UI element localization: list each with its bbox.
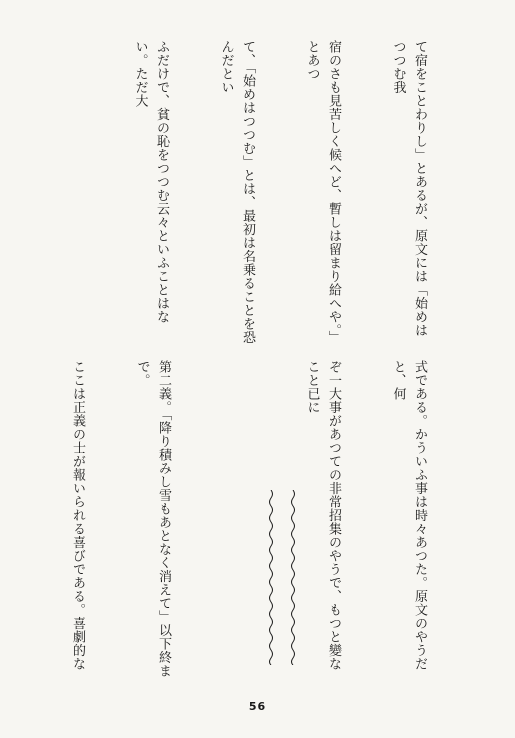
page-number: 56 <box>248 700 267 713</box>
text-column: て、「始めはつつむ」とは、最初は名乗ることを恐んだとい <box>218 40 255 344</box>
top-text-block <box>128 40 473 345</box>
text-column: 宿のさも見苦しく候へど、暫しは留まり給へや。」とあつ <box>304 40 341 344</box>
text-column: て宿をことわりし」とあるが、原文には「始めはつつむ我 <box>390 40 427 337</box>
text-column: ぞ一大事があつての非常招集のやうで、もつと變なこと已に <box>304 360 341 671</box>
text-column: 式である。かういふ事は時々あつた。原文のやうだと、何 <box>390 360 427 671</box>
text-column: 第二義。「降り積みし雪もあとなく消えて」以下終まで。 <box>134 360 171 678</box>
text-column: ふだけで、貧の恥をつつむ云々といふことはない。ただ大 <box>132 40 169 324</box>
text-column: ここは正義の士が報いられる喜びである。喜劇的な <box>70 360 85 671</box>
wavy-divider-line <box>268 490 274 665</box>
section-divider <box>220 350 300 670</box>
bottom-right-text-block <box>300 360 473 680</box>
wavy-divider-line <box>290 490 296 665</box>
bottom-left-text-block <box>64 360 217 680</box>
